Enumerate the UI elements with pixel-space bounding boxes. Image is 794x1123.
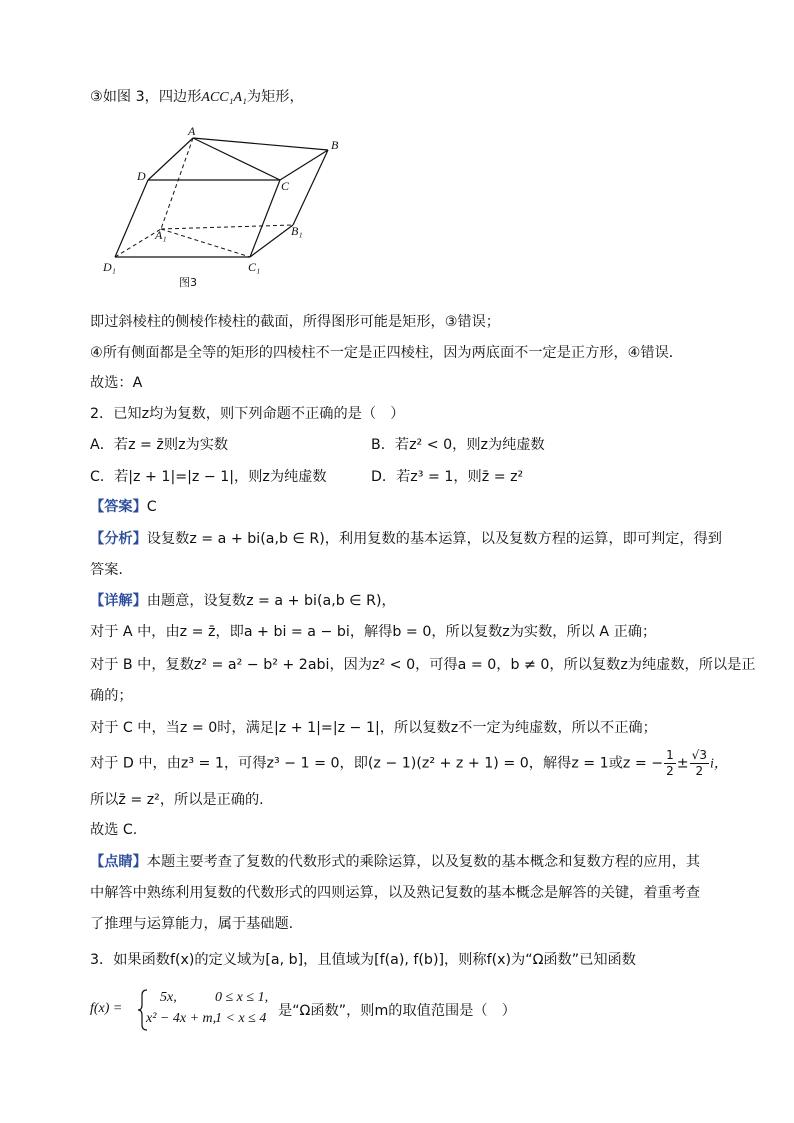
prism-figure bbox=[95, 125, 365, 300]
q2-option-c: C．若|z + 1|=|z − 1|，则z为纯虚数 bbox=[90, 469, 327, 485]
q2-detail-6: 对于 D 中，由z³ = 1，可得z³ − 1 = 0，即(z − 1)(z² + z + 1) = 0，解得z = 1或z = − $\frac{1}{2}$ ± $\frac{√3}{2}$ i， bbox=[90, 748, 728, 778]
explain-4: ④所有侧面都是全等的矩形的四棱柱不一定是正四棱柱，因为两底面不一定是正方形，④错误． bbox=[90, 345, 683, 361]
analysis-tag: 【分析】 bbox=[90, 531, 147, 547]
answer-q1: 故选：A bbox=[90, 375, 143, 391]
q2-comment-3: 了推理与运算能力，属于基础题. bbox=[90, 916, 294, 932]
label-C: C bbox=[281, 179, 290, 193]
q2-analysis-2: 答案. bbox=[90, 562, 123, 578]
hidden-A1C1 bbox=[161, 229, 250, 257]
label-D: D bbox=[137, 169, 146, 183]
q3-stem: 3．如果函数f(x)的定义域为[a, b]，且值域为[f(a), f(b)]，则称f(x)为“Ω函数”已知函数 bbox=[90, 952, 636, 968]
fraction-root3-half: $\frac{√3}{2}$ bbox=[691, 748, 707, 778]
figure-caption: 图3 bbox=[179, 276, 197, 289]
q2-option-a: A．若z = z̄则z为实数 bbox=[90, 437, 229, 453]
item3-math: ACC₁A₁ bbox=[201, 90, 247, 105]
q2-detail-8: 故选 C. bbox=[90, 822, 138, 838]
hidden-A1B1 bbox=[161, 225, 293, 229]
q2-detail-1: 【详解】由题意，设复数z = a + bi(a,b ∈ R)， bbox=[90, 593, 396, 609]
fraction-half: $\frac{1}{2}$ bbox=[666, 748, 674, 778]
case2-expr: x² − 4x + m, bbox=[146, 1011, 217, 1026]
explain-3: 即过斜棱柱的侧棱作棱柱的截面，所得图形可能是矩形，③错误； bbox=[90, 314, 500, 330]
label-B1: B₁ bbox=[291, 224, 303, 238]
q2-detail-7: 所以z̄ = z²，所以是正确的. bbox=[90, 792, 264, 808]
piecewise-f-label: f(x) = bbox=[90, 1001, 123, 1016]
item3-line: ③如图 3，四边形ACC₁A₁为矩形， bbox=[90, 89, 304, 105]
q2-detail-2: 对于 A 中，由z = z̄，即a + bi = a − bi，解得b = 0，所以复数z为实数，所以 A 正确； bbox=[90, 624, 657, 640]
q3-tail: 是“Ω函数”，则m的取值范围是（ ） bbox=[278, 1003, 516, 1019]
q2-option-d: D．若z³ = 1，则z̄ = z² bbox=[371, 469, 524, 485]
edge-DA bbox=[148, 138, 193, 180]
q2-comment-1: 【点睛】本题主要考查了复数的代数形式的乘除运算，以及复数的基本概念和复数方程的应用，其 bbox=[90, 854, 701, 870]
case1-expr: 5x, bbox=[160, 990, 177, 1005]
case2-cond: 1 < x ≤ 4 bbox=[215, 1011, 267, 1026]
label-C1: C₁ bbox=[248, 260, 261, 274]
answer-tag: 【答案】 bbox=[90, 499, 147, 515]
label-D1: D₁ bbox=[103, 260, 116, 274]
label-A1: A₁ bbox=[155, 228, 167, 242]
case1-cond: 0 ≤ x ≤ 1, bbox=[215, 990, 269, 1005]
q2-detail-5: 对于 C 中，当z = 0时，满足|z + 1|=|z − 1|，所以复数z不一定为纯虚数，所以不正确； bbox=[90, 720, 657, 736]
detail-tag: 【详解】 bbox=[90, 593, 147, 609]
label-B: B bbox=[331, 138, 339, 152]
q2-analysis-1: 【分析】设复数z = a + bi(a,b ∈ R)，利用复数的基本运算，以及复数方程的运算，即可判定，得到 bbox=[90, 531, 722, 547]
hidden-AA1 bbox=[161, 138, 193, 229]
comment-tag: 【点睛】 bbox=[90, 854, 147, 870]
q2-comment-2: 中解答中熟练利用复数的代数形式的四则运算，以及熟记复数的基本概念是解答的关键，着重考查 bbox=[90, 885, 701, 901]
edge-DD1 bbox=[115, 180, 148, 257]
q2-answer: 【答案】C bbox=[90, 499, 157, 515]
q2-stem: 2．已知z均为复数，则下列命题不正确的是（ ） bbox=[90, 406, 405, 422]
q2-detail-3: 对于 B 中，复数z² = a² − b² + 2abi，因为z² < 0，可得a = 0，b ≠ 0，所以复数z为纯虚数，所以是正 bbox=[90, 657, 756, 673]
label-A: A bbox=[188, 125, 196, 138]
q2-detail-4: 确的； bbox=[90, 688, 133, 704]
q2-option-b: B．若z² < 0，则z为纯虚数 bbox=[371, 437, 545, 453]
